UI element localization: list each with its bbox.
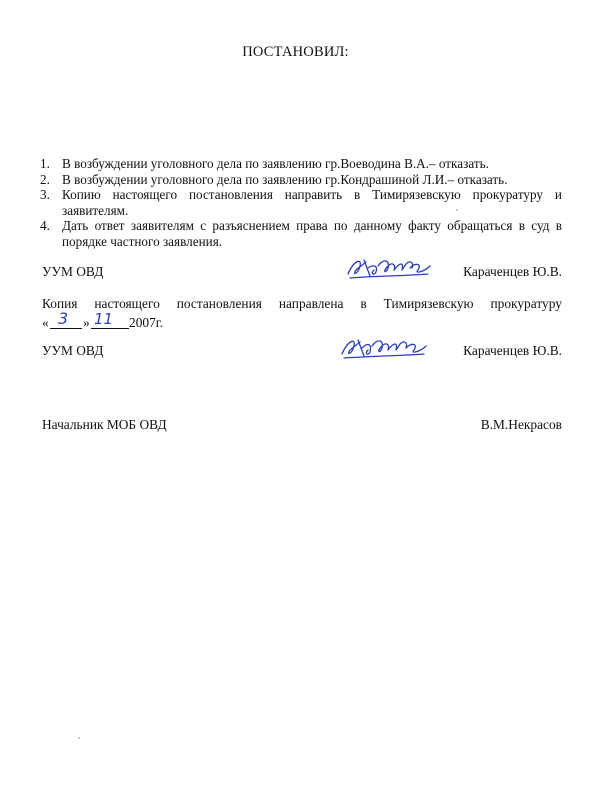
month-underline xyxy=(91,328,129,329)
handwritten-signature xyxy=(336,330,430,364)
signatory-name: Караченцев Ю.В. xyxy=(463,343,562,358)
copy-word: направлена xyxy=(278,296,344,311)
quote-close: » xyxy=(83,315,90,330)
list-item-number: 2. xyxy=(40,171,50,187)
copy-word: Тимирязевскую xyxy=(383,296,474,311)
list-item xyxy=(40,187,562,218)
copy-word: в xyxy=(360,296,367,311)
list-item xyxy=(40,218,562,249)
list-item-text: Копию настоящего постановления направить в Тимирязевскую прокуратуру и заявителям. xyxy=(62,187,562,218)
date-underline xyxy=(50,328,82,329)
copy-statement-line1 xyxy=(42,295,562,312)
decision-list xyxy=(40,156,562,250)
handwritten-signature xyxy=(344,252,434,284)
list-item-text: В возбуждении уголовного дела по заявлению гр.Кондрашиной Л.И.– отказать. xyxy=(62,171,508,187)
signatory-position: Начальник МОБ ОВД xyxy=(42,417,167,432)
copy-word: прокуратуру xyxy=(490,296,562,311)
copy-statement xyxy=(42,295,562,332)
signatory-name: Караченцев Ю.В. xyxy=(463,264,562,279)
signatory-name: В.М.Некрасов xyxy=(480,417,562,432)
copy-word: настоящего xyxy=(94,296,160,311)
year-suffix: 2007г. xyxy=(129,315,164,330)
copy-word: постановления xyxy=(176,296,262,311)
list-item-text: Дать ответ заявителям с разъяснением права по данному факту обращаться в суд в порядке частного заявления. xyxy=(62,218,562,249)
handwritten-month: 11 xyxy=(94,310,114,328)
list-item-number: 3. xyxy=(40,187,50,203)
quote-open: « xyxy=(42,315,49,330)
list-item xyxy=(40,172,562,188)
list-item xyxy=(40,156,562,172)
list-item-number: 1. xyxy=(40,156,50,171)
signatory-position: УУМ ОВД xyxy=(42,264,104,279)
page-title: ПОСТАНОВИЛ: xyxy=(242,44,349,60)
handwritten-day: 3 xyxy=(58,309,69,328)
list-item-number: 4. xyxy=(40,218,50,234)
copy-word: Копия xyxy=(42,296,78,311)
signatory-position: УУМ ОВД xyxy=(42,343,104,358)
copy-date-line xyxy=(42,309,562,332)
scan-speck xyxy=(456,209,458,211)
scan-speck xyxy=(78,737,80,739)
list-item-text: В возбуждении уголовного дела по заявлению гр.Воеводина В.А.– отказать. xyxy=(62,156,489,171)
